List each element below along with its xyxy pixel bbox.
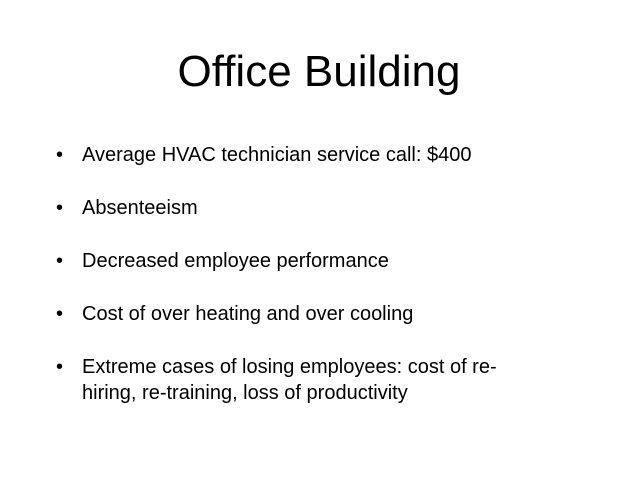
bullet-dot-icon	[56, 195, 63, 221]
bullet-text: Average HVAC technician service call: $400	[82, 144, 472, 166]
bullet-item	[56, 142, 596, 168]
bullet-text-line-1: Extreme cases of losing employees: cost of re-	[82, 356, 497, 378]
bullet-text: Decreased employee performance	[82, 250, 389, 272]
bullet-item	[56, 248, 596, 274]
bullet-item	[56, 301, 596, 327]
bullet-dot-icon	[56, 248, 63, 274]
bullet-list	[56, 142, 596, 406]
bullet-dot-icon	[56, 142, 63, 168]
bullet-item	[56, 195, 596, 221]
bullet-text: Absenteeism	[82, 197, 198, 219]
bullet-text: Cost of over heating and over cooling	[82, 303, 414, 325]
bullet-dot-icon	[56, 354, 63, 380]
bullet-text-line-2: hiring, re-training, loss of productivity	[82, 382, 408, 404]
bullet-item	[56, 354, 596, 406]
slide-title: Office Building	[177, 47, 461, 96]
bullet-dot-icon	[56, 301, 63, 327]
